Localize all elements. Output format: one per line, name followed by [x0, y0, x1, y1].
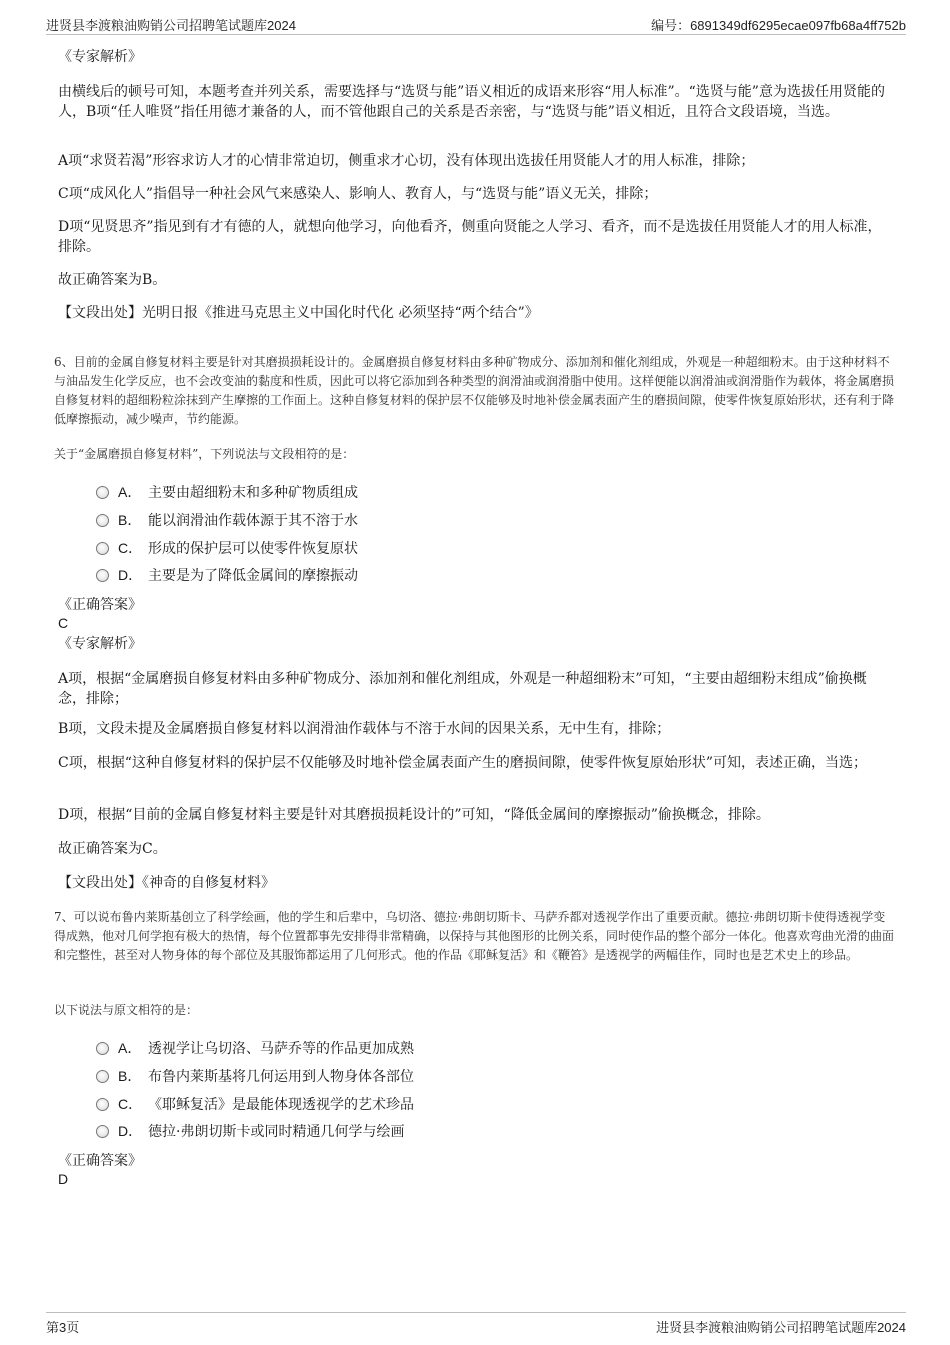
q6-question: 关于“金属磨损自修复材料”，下列说法与文段相符的是：	[54, 447, 355, 461]
q7-question: 以下说法与原文相符的是：	[54, 1003, 199, 1017]
radio-icon[interactable]	[96, 1042, 109, 1055]
radio-icon[interactable]	[96, 1070, 109, 1083]
radio-icon[interactable]	[96, 1125, 109, 1138]
q7-answer-label: 《正确答案》	[58, 1153, 142, 1169]
q7-stem: 7、可以说布鲁内莱斯基创立了科学绘画，他的学生和后辈中，乌切洛、德拉·弗朗切斯卡、马萨乔都对透视学作出了重要贡献。德拉·弗朗切斯卡使得透视学变得成熟，他对几何学抱有极大的热情，每个位置都事先安排得非常精确，以保持与其他图形的比例关系，同时使作品的整个部分一体化。他喜欢弯曲光滑的曲面和完整性，甚至对人物身体的每个部位及其服饰都运用了几何形式。他的作品《耶稣复活》和《鞭笞》是透视学的两幅佳作，同时也是艺术史上的珍品。	[54, 910, 895, 962]
radio-icon[interactable]	[96, 1098, 109, 1111]
radio-icon[interactable]	[96, 486, 109, 499]
q7-option-b[interactable]: B． 布鲁内莱斯基将几何运用到人物身体各部位	[96, 1066, 414, 1087]
q6-option-b[interactable]: B． 能以润滑油作载体源于其不溶于水	[96, 510, 358, 531]
q6-analysis-paragraph: B项，文段未提及金属磨损自修复材料以润滑油作载体与不溶于水间的因果关系，无中生有，排除；	[58, 721, 671, 737]
q6-conclusion: 故正确答案为C。	[58, 841, 167, 857]
radio-icon[interactable]	[96, 542, 109, 555]
q5-conclusion: 故正确答案为B。	[58, 272, 167, 288]
q6-analysis-paragraph: C项，根据“这种自修复材料的保护层不仅能够及时地补偿金属表面产生的磨损间隙，使零件恢复原始形状”可知，表述正确，当选；	[58, 755, 868, 771]
header-serial: 编号：6891349df6295ecae097fb68a4ff752b	[651, 18, 906, 33]
page-number: 第3页	[46, 1320, 80, 1335]
q5-analysis-paragraph: A项“求贤若渴”形容求访人才的心情非常迫切，侧重求才心切，没有体现出选拔任用贤能人才的用人标准，排除；	[58, 153, 755, 169]
q7-option-a[interactable]: A． 透视学让乌切洛、马萨乔等的作品更加成熟	[96, 1038, 414, 1059]
q5-analysis-paragraph: C项“成风化人”指倡导一种社会风气来感染人、影响人、教育人，与“选贤与能”语义无关，排除；	[58, 186, 658, 202]
q6-answer: C	[58, 615, 69, 631]
q6-source: 【文段出处】《神奇的自修复材料》	[58, 875, 275, 891]
page-header	[46, 12, 906, 35]
q7-option-c[interactable]: C． 《耶稣复活》是最能体现透视学的艺术珍品	[96, 1094, 414, 1115]
q6-option-a[interactable]: A． 主要由超细粉末和多种矿物质组成	[96, 482, 358, 503]
q6-analysis-paragraph: A项，根据“金属磨损自修复材料由多种矿物成分、添加剂和催化剂组成，外观是一种超细粉末”可知，“主要由超细粉末组成”偷换概念，排除；	[58, 671, 867, 707]
q5-analysis-paragraph: 由横线后的顿号可知，本题考查并列关系，需要选择与“选贤与能”语义相近的成语来形容“用人标准”。“选贤与能”意为选拔任用贤能的人，B项“任人唯贤”指任用德才兼备的人，而不管他跟自己的关系是否亲密，与“选贤与能”语义相近，且符合文段语境，当选。	[58, 84, 885, 120]
q6-option-c[interactable]: C． 形成的保护层可以使零件恢复原状	[96, 538, 358, 559]
q6-answer-label: 《正确答案》	[58, 597, 142, 613]
q6-analysis-paragraph: D项，根据“目前的金属自修复材料主要是针对其磨损损耗设计的”可知，“降低金属间的摩擦振动”偷换概念，排除。	[58, 807, 770, 823]
radio-icon[interactable]	[96, 569, 109, 582]
q7-answer: D	[58, 1171, 69, 1187]
q5-analysis-paragraph: D项“见贤思齐”指见到有才有德的人，就想向他学习，向他看齐，侧重向贤能之人学习、看齐，而不是选拔任用贤能人才的用人标准，排除。	[58, 219, 882, 255]
q6-stem: 6、目前的金属自修复材料主要是针对其磨损损耗设计的。金属磨损自修复材料由多种矿物成分、添加剂和催化剂组成，外观是一种超细粉末。由于这种材料不与油品发生化学反应，也不会改变油的黏度和性质，因此可以将它添加到各种类型的润滑油或润滑脂中使用。这样便能以润滑油或润滑脂作为载体，将金属磨损自修复材料的超细粉粒涂抹到产生摩擦的工作面上。这种自修复材料的保护层不仅能够及时地补偿金属表面产生的磨损间隙，使零件恢复原始形状，还有利于降低摩擦振动，减少噪声，节约能源。	[54, 355, 895, 426]
q6-analysis-label: 《专家解析》	[58, 636, 142, 652]
q5-analysis-label: 《专家解析》	[58, 49, 142, 65]
radio-icon[interactable]	[96, 514, 109, 527]
q6-option-d[interactable]: D． 主要是为了降低金属间的摩擦振动	[96, 565, 358, 586]
page-footer	[46, 1312, 906, 1337]
q7-option-d[interactable]: D． 德拉·弗朗切斯卡或同时精通几何学与绘画	[96, 1121, 404, 1142]
header-title: 进贤县李渡粮油购销公司招聘笔试题库2024	[46, 18, 296, 33]
q5-source: 【文段出处】光明日报《推进马克思主义中国化时代化 必须坚持“两个结合”》	[58, 305, 539, 321]
footer-title: 进贤县李渡粮油购销公司招聘笔试题库2024	[656, 1320, 906, 1335]
